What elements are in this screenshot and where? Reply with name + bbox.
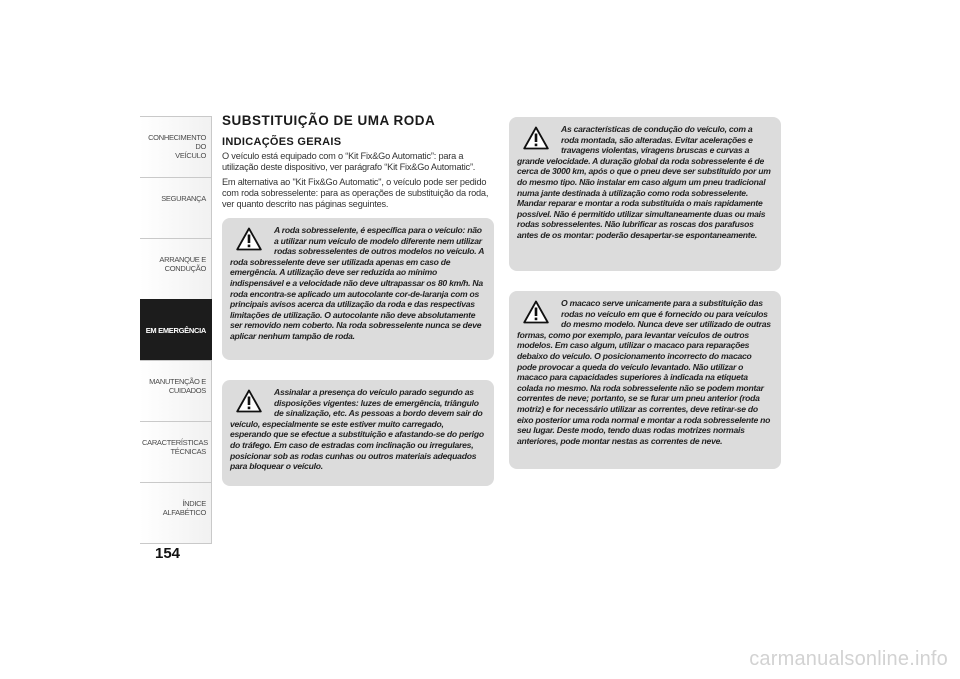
sidebar-item-indice[interactable] xyxy=(140,482,212,543)
right-column xyxy=(509,117,781,469)
warning-triangle-icon xyxy=(236,389,262,413)
sidebar-item-seguranca[interactable] xyxy=(140,177,212,238)
warning-text: Assinalar a presença do veículo parado segundo as disposições vigentes: luzes de emergência, triângulo de sinalização, etc. As pessoas a bordo devem sair do veículo, especialmente se este estiver muito carregado, esperando que se efectue a substituição e afastando-se do perigo do tráfego. Em caso de estradas com inclinação ou irregulares, posicionar sob as rodas cunhas ou outros materiais adequados para bloquear o veículo. xyxy=(230,387,484,472)
warning-text: O macaco serve unicamente para a substituição das rodas no veículo em que é fornecido ou para veículos do mesmo modelo. Nunca deve ser utilizado de outras formas, como por exemplo, para levantar veículos de outros modelos. Em caso algum, utilizar o macaco para reparações debaixo do veículo. O posicionamento incorrecto do macaco pode provocar a queda do veículo levantado. Não utilizar o macaco para capacidades superiores à indicada na etiqueta colada no mesmo. Na roda sobresselente não se podem montar correntes de neve; portanto, se se furar um pneu anterior (roda motriz) e for necessário utilizar as correntes, deve retirar-se do eixo posterior uma roda normal e montar a roda sobresselente no seu lugar. Deste modo, tendo duas rodas motrizes normais anteriores, pode montar nestas as correntes de neve. xyxy=(517,298,771,446)
warning-triangle-icon xyxy=(236,227,262,251)
sidebar-item-caracteristicas[interactable] xyxy=(140,421,212,482)
body-paragraph: Em alternativa ao "Kit Fix&Go Automatic", o veículo pode ser pedido com roda sobresselente: para as operações de substituição da roda, ver quanto descrito nas páginas seguintes. xyxy=(222,177,489,209)
warning-box xyxy=(222,218,494,360)
sidebar-item-label: SEGURANÇA xyxy=(161,194,206,203)
page-title: SUBSTITUIÇÃO DE UMA RODA xyxy=(222,113,436,128)
sidebar-item-emergencia[interactable] xyxy=(140,299,212,360)
sidebar-item-label: MANUTENÇÃO E CUIDADOS xyxy=(149,377,206,395)
sidebar-divider xyxy=(140,543,212,544)
watermark: carmanualsonline.info xyxy=(749,648,948,670)
sidebar-item-label: CONHECIMENTO DO VEÍCULO xyxy=(148,133,206,160)
sidebar-item-label: ARRANQUE E CONDUÇÃO xyxy=(159,255,206,273)
sidebar-item-arranque[interactable] xyxy=(140,238,212,299)
sidebar-item-manutencao[interactable] xyxy=(140,360,212,421)
sidebar-item-label: EM EMERGÊNCIA xyxy=(145,326,206,335)
warning-triangle-icon xyxy=(523,300,549,324)
warning-box xyxy=(509,291,781,469)
warning-box xyxy=(222,380,494,486)
warning-text: A roda sobresselente, é específica para o veículo: não a utilizar num veículo de modelo diferente nem utilizar rodas sobresselentes de outros modelos no veículo. A roda sobresselente deve ser utilizada apenas em caso de emergência. A utilização deve ser reduzida ao mínimo indispensável e a velocidade não deve ultrapassar os 80 km/h. Na roda encontra-se aplicado um autocolante cor-de-laranja com os principais avisos acerca da utilização da roda e das respectivas limitações de utilização. O autocolante não deve absolutamente ser removido nem coberto. Na roda sobresselente nunca se deve aplicar nenhum tampão de roda. xyxy=(230,225,484,341)
page-number: 154 xyxy=(155,545,181,562)
warning-text: As características de condução do veículo, com a roda montada, são alteradas. Evitar acelerações e travagens violentas, viragens bruscas e curvas a grande velocidade. A duração global da roda sobresselente é de cerca de 3000 km, após o que o pneu deve ser substituído por um do mesmo tipo. Não instalar em caso algum um pneu tradicional numa jante destinada à utilização como roda sobresselente. Mandar reparar e montar a roda substituída o mais rapidamente possível. Não é permitido utilizar simultaneamente duas ou mais rodas sobresselentes. Não lubrificar as roscas dos parafusos antes de os montar: poderão desapertar-se espontaneamente. xyxy=(517,124,771,240)
sidebar-item-label: ÍNDICE ALFABÉTICO xyxy=(162,499,206,517)
warning-triangle-icon xyxy=(523,126,549,150)
chapter-sidebar xyxy=(140,116,212,543)
sidebar-item-label: CARACTERÍSTICAS TÉCNICAS xyxy=(142,438,208,456)
section-heading: INDICAÇÕES GERAIS xyxy=(222,136,342,148)
left-column xyxy=(222,113,494,486)
body-paragraph: O veículo está equipado com o “Kit Fix&Go Automatic”: para a utilização deste dispositivo, ver parágrafo “Kit Fix&Go Automatic”. xyxy=(222,151,476,172)
sidebar-item-conhecimento[interactable] xyxy=(140,116,212,177)
warning-box xyxy=(509,117,781,271)
